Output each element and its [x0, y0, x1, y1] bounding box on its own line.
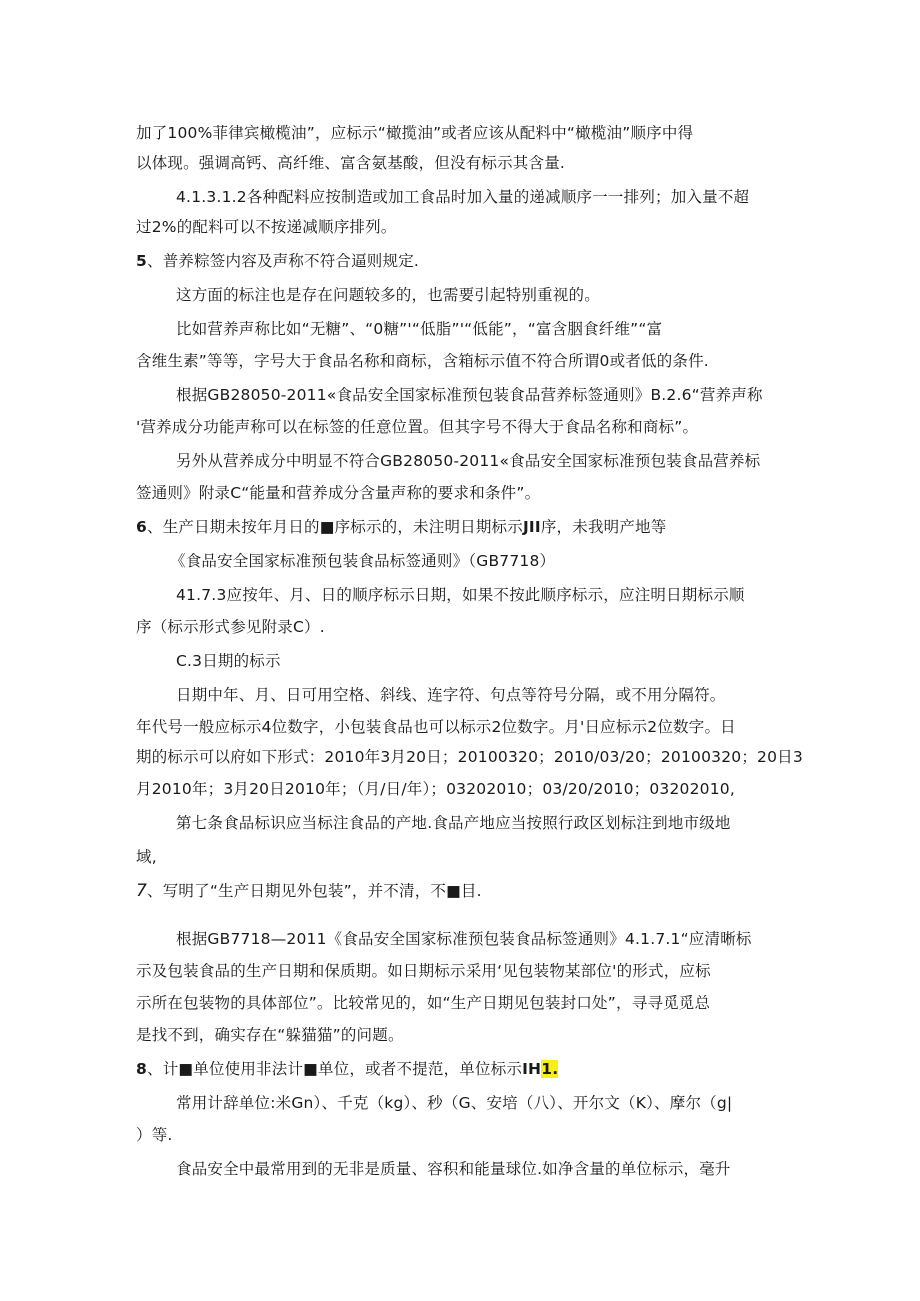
section-title-rest: 序，未我明产地等	[540, 518, 667, 536]
text-line: 4.1.3.1.2各种配料应按制造或加工食品时加入量的递减顺序一一排列；加入量不超	[176, 188, 750, 206]
text-line: 加了100%菲律宾橄榄油”，应标示“橄揽油”或者应该从配料中“橄榄油”顺序中得	[136, 124, 694, 142]
text-line: 期的标示可以府如下形式：2010年3月20日；20100320；2010/03/20；20100320；20日3	[136, 748, 803, 766]
text-line: 序（标示形式参见附录C）.	[136, 618, 325, 636]
text-line: 日期中年、月、日可用空格、斜线、连字符、句点等符号分隔，或不用分隔符。	[176, 686, 726, 704]
section-number: 5	[136, 252, 147, 270]
text-line: 月2010年；3月20日2010年；（月/日/年）；03202010；03/20/2010；03202010,	[136, 780, 735, 798]
text-line: 过2%的配料可以不按递减顺序排列。	[136, 218, 397, 236]
text-line: 第七条食品标识应当标注食品的产地.食品产地应当按照行政区划标注到地市级地	[176, 814, 731, 832]
section-number: 7	[136, 881, 148, 901]
section-heading-6	[136, 516, 666, 538]
text-line: 含维生素”等等，字号大于食品名称和商标，含箱标示值不符合所谓0或者低的条件.	[136, 352, 709, 370]
text-line: 签通则》附录C“能量和营养成分含量声称的要求和条件”。	[136, 484, 541, 502]
text-line: ）等.	[136, 1126, 173, 1144]
text-line: '营养成分功能声称可以在标签的任意位置。但其字号不得大于食品名称和商标”。	[136, 418, 699, 436]
text-line: 以体现。强调高钙、高纤维、富含氨基酸，但没有标示其含量.	[136, 154, 566, 172]
section-title: 、计■单位使用非法计■单位，或者不提范，单位标示	[147, 1060, 523, 1078]
text-line: 食品安全中最常用到的无非是质量、容积和能量球位.如净含量的单位标示，毫升	[176, 1160, 731, 1178]
text-line: 这方面的标注也是存在问题较多的，也需要引起特别重视的。	[176, 286, 600, 304]
text-line: 示所在包装物的具体部位”。比较常见的，如“生产日期见包装封口处”，寻寻觅觅总	[136, 994, 711, 1012]
text-line: 年代号一般应标示4位数字，小包装食品也可以标示2位数字。月'日应标示2位数字。日	[136, 718, 736, 736]
section-title: 、普养粽签内容及声称不符合逼则规定.	[147, 252, 420, 270]
section-title-bold: JII	[522, 518, 541, 536]
section-heading-5	[136, 250, 419, 272]
text-line: 是找不到，确实存在“躲猫猫”的问题。	[136, 1026, 404, 1044]
text-line: C.3日期的标示	[176, 652, 281, 670]
text-line: 另外从营养成分中明显不符合GB28050-2011«食品安全国家标准预包装食品营养标	[176, 452, 761, 470]
section-title-bold: IH	[522, 1060, 542, 1078]
text-line: 域,	[136, 848, 157, 866]
text-line: 根据GB28050-2011«食品安全国家标准预包装食品营养标签通则》B.2.6“营养声称	[176, 386, 763, 404]
text-line: 比如营养声称比如“无糖”、“0糖”'“低脂”'“低能”，“富含胭食纤维”“富	[176, 320, 663, 338]
text-line: 41.7.3应按年、月、日的顺序标示日期，如果不按此顺序标示，应注明日期标示顺	[176, 586, 745, 604]
section-title: 、生产日期未按年月日的■序标示的，未注明日期标示	[147, 518, 523, 536]
text-line: 根据GB7718—2011《食品安全国家标准预包装食品标签通则》4.1.7.1“应清晰标	[176, 930, 752, 948]
section-heading-8	[136, 1058, 558, 1080]
highlighted-text: 1.	[541, 1060, 559, 1078]
text-line: 常用计辞单位:米Gn）、千克（kg）、秒（G、安培（八）、开尔文（K）、摩尔（g|	[176, 1094, 733, 1112]
text-line: 《食品安全国家标准预包装食品标签通则》（GB7718）	[170, 552, 556, 570]
section-heading-7	[136, 880, 482, 902]
section-number: 8	[136, 1060, 147, 1078]
section-number: 6	[136, 518, 147, 536]
section-title: 、写明了“生产日期见外包装”，并不清，不■目.	[147, 882, 482, 900]
text-line: 示及包装食品的生产日期和保质期。如日期标示采用‘见包装物某部位'的形式，应标	[136, 962, 711, 980]
